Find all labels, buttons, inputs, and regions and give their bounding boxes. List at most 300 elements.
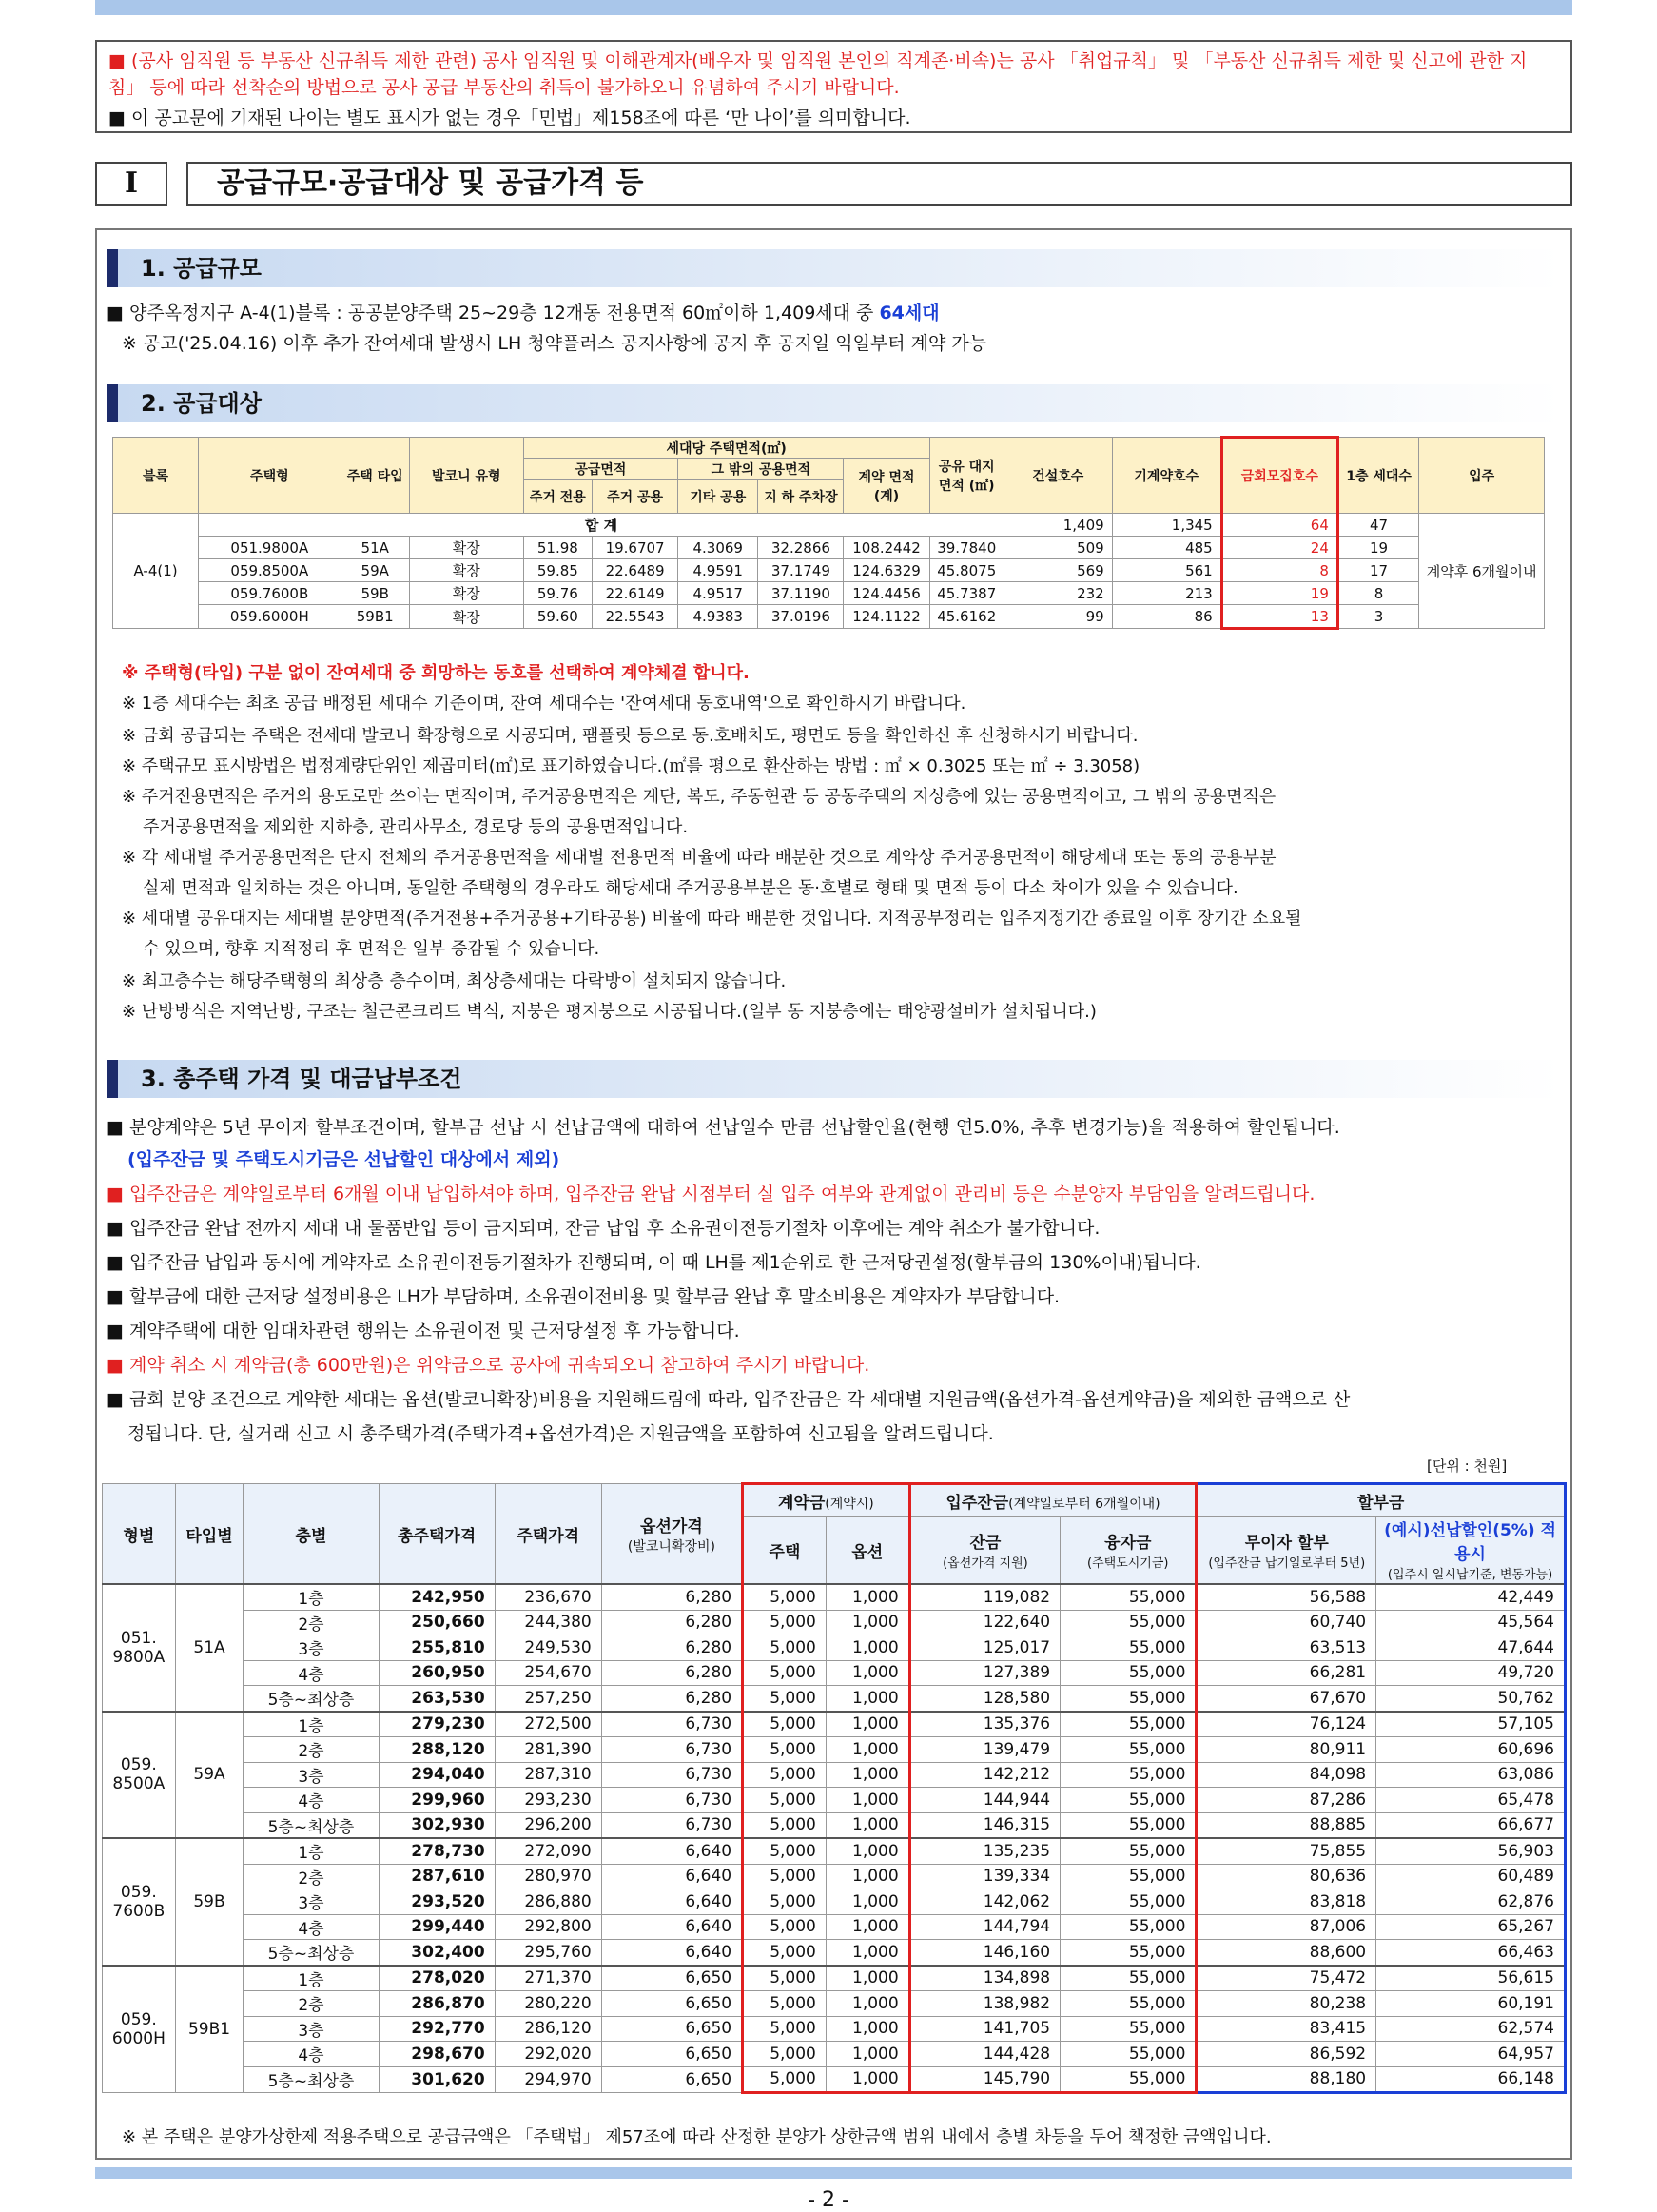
bottom-rule xyxy=(95,2167,1572,2179)
payment-term-line: 정됩니다. 단, 실거래 신고 시 총주택가격(주택가격+옵션가격)은 지원금액을 포함하여 신고됨을 알려드립니다. xyxy=(127,1423,994,1444)
price-cell-loan: 55,000 xyxy=(1061,1762,1197,1788)
supply-cell-a3: 4.9591 xyxy=(678,559,758,582)
th-other-common: 그 밖의 공용면적 xyxy=(678,459,844,480)
th-inst-pre xyxy=(1376,1517,1566,1585)
supply-row xyxy=(113,537,1545,559)
supply-cell-a6: 39.7840 xyxy=(929,537,1004,559)
price-cell-inst-free: 80,911 xyxy=(1197,1737,1376,1763)
price-cell-option: 6,650 xyxy=(601,1991,742,2017)
price-cell-inst-pre: 62,574 xyxy=(1376,2016,1566,2042)
price-cell-remain: 139,334 xyxy=(909,1864,1060,1889)
notice-line: ■ 이 공고문에 기재된 나이는 별도 표시가 없는 경우「민법」제158조에 따른 ‘만 나이’를 의미합니다. xyxy=(108,108,911,128)
price-cell-option: 6,640 xyxy=(601,1940,742,1966)
price-cell-house: 257,250 xyxy=(495,1686,601,1712)
price-cell-option: 6,650 xyxy=(601,2066,742,2093)
price-cell-remain: 127,389 xyxy=(909,1660,1060,1686)
price-cell-option: 6,640 xyxy=(601,1914,742,1940)
price-cell-loan: 55,000 xyxy=(1061,1635,1197,1661)
price-cell-loan: 55,000 xyxy=(1061,1788,1197,1813)
price-cell-dep-house: 5,000 xyxy=(743,1991,827,2017)
price-cell-total: 278,020 xyxy=(379,1966,495,1991)
section-number: I xyxy=(95,162,167,206)
price-type: 51A xyxy=(175,1584,244,1712)
price-cell-remain: 144,428 xyxy=(909,2042,1060,2067)
th-option-sub: (발코니확장비) xyxy=(627,1538,715,1555)
price-cell-dep-house: 5,000 xyxy=(743,1737,827,1763)
price-cell-inst-pre: 56,615 xyxy=(1376,1966,1566,1991)
page-number: - 2 - xyxy=(808,2188,849,2212)
th-inst-free-sub: (입주잔금 납기일로부터 5년) xyxy=(1208,1556,1366,1571)
price-cell-dep-opt: 1,000 xyxy=(826,2042,909,2067)
supply-note: ※ 1층 세대수는 최초 공급 배정된 세대수 기준이며, 잔여 세대수는 '잔여세대 동호내역'으로 확인하시기 바랍니다. xyxy=(122,694,966,714)
th-land: 공유 대지 면적 (㎡) xyxy=(929,438,1004,514)
th-loan xyxy=(1061,1517,1197,1585)
price-cell-house: 249,530 xyxy=(495,1635,601,1661)
supply-cell-con: 86 xyxy=(1112,605,1221,629)
price-cell-floor: 4층 xyxy=(244,1660,379,1686)
price-cell-floor: 2층 xyxy=(244,1991,379,2017)
price-cell-total: 242,950 xyxy=(379,1584,495,1610)
price-row xyxy=(103,1812,1566,1838)
price-cell-loan: 55,000 xyxy=(1061,1712,1197,1737)
price-cell-dep-opt: 1,000 xyxy=(826,1712,909,1737)
price-cell-house: 286,120 xyxy=(495,2016,601,2042)
price-row xyxy=(103,1788,1566,1813)
supply-cell-built: 569 xyxy=(1004,559,1112,582)
price-cell-dep-house: 5,000 xyxy=(743,1762,827,1788)
price-cell-dep-house: 5,000 xyxy=(743,1584,827,1610)
supply-cell-built: 232 xyxy=(1004,582,1112,605)
price-cell-total: 302,400 xyxy=(379,1940,495,1966)
price-row xyxy=(103,1635,1566,1661)
price-cell-inst-pre: 57,105 xyxy=(1376,1712,1566,1737)
block-name: A-4(1) xyxy=(113,514,199,629)
price-cell-loan: 55,000 xyxy=(1061,2016,1197,2042)
price-cell-option: 6,650 xyxy=(601,1966,742,1991)
supply-cell-a6: 45.6162 xyxy=(929,605,1004,629)
th-remain-label: 잔금 xyxy=(969,1533,1002,1553)
price-cell-house: 280,220 xyxy=(495,1991,601,2017)
price-cell-dep-opt: 1,000 xyxy=(826,1940,909,1966)
price-cell-option: 6,730 xyxy=(601,1737,742,1763)
price-cell-house: 271,370 xyxy=(495,1966,601,1991)
price-cell-house: 292,020 xyxy=(495,2042,601,2067)
payment-term-line: ■ 분양계약은 5년 무이자 할부조건이며, 할부금 선납 시 선납금액에 대하여 선납일수 만큼 선납할인율(현행 연5.0%, 추후 변경가능)을 적용하여 할인됩니다. xyxy=(107,1117,1340,1138)
price-cell-total: 293,520 xyxy=(379,1889,495,1915)
subsection-title: 1. 공급규모 xyxy=(107,249,1562,287)
th-deposit-sub: (계약시) xyxy=(825,1496,874,1512)
subsection-title: 2. 공급대상 xyxy=(107,384,1562,422)
price-cell-inst-pre: 66,463 xyxy=(1376,1940,1566,1966)
supply-cell-a5: 124.6329 xyxy=(844,559,929,582)
supply-cell-a6: 45.7387 xyxy=(929,582,1004,605)
price-cell-inst-free: 75,472 xyxy=(1197,1966,1376,1991)
price-cell-total: 255,810 xyxy=(379,1635,495,1661)
supply-cell-a2: 22.5543 xyxy=(593,605,678,629)
price-cell-inst-pre: 62,876 xyxy=(1376,1889,1566,1915)
price-cell-dep-opt: 1,000 xyxy=(826,1635,909,1661)
price-row xyxy=(103,1864,1566,1889)
price-cell-loan: 55,000 xyxy=(1061,1737,1197,1763)
price-cell-dep-opt: 1,000 xyxy=(826,1584,909,1610)
supply-note: 주거공용면적을 제외한 지하층, 관리사무소, 경로당 등의 공용면적입니다. xyxy=(143,817,689,837)
price-cell-floor: 5층~최상층 xyxy=(244,1812,379,1838)
price-cell-remain: 125,017 xyxy=(909,1635,1060,1661)
price-cell-dep-opt: 1,000 xyxy=(826,1812,909,1838)
notice-box xyxy=(95,40,1572,133)
th-type: 주택형 xyxy=(199,438,341,514)
price-cell-loan: 55,000 xyxy=(1061,1914,1197,1940)
price-cell-option: 6,650 xyxy=(601,2042,742,2067)
price-row xyxy=(103,1712,1566,1737)
price-cell-option: 6,280 xyxy=(601,1686,742,1712)
supply-cell-a5: 124.1122 xyxy=(844,605,929,629)
supply-count-highlight: 64세대 xyxy=(879,303,940,323)
price-cell-floor: 3층 xyxy=(244,1762,379,1788)
th-balance-label: 입주잔금 xyxy=(945,1493,1009,1513)
price-row xyxy=(103,1966,1566,1991)
supply-cell-bal: 확장 xyxy=(409,605,523,629)
price-cell-house: 236,670 xyxy=(495,1584,601,1610)
supply-cell-a5: 108.2442 xyxy=(844,537,929,559)
price-cell-inst-free: 67,670 xyxy=(1197,1686,1376,1712)
price-model: 051. 9800A xyxy=(103,1584,176,1712)
price-cell-inst-free: 56,588 xyxy=(1197,1584,1376,1610)
price-row xyxy=(103,1737,1566,1763)
supply-cell-a6: 45.8075 xyxy=(929,559,1004,582)
price-cell-dep-house: 5,000 xyxy=(743,1864,827,1889)
supply-cell-built: 99 xyxy=(1004,605,1112,629)
price-cell-floor: 1층 xyxy=(244,1966,379,1991)
payment-term-line: ■ 계약 취소 시 계약금(총 600만원)은 위약금으로 공사에 귀속되오니 참고하여 주시기 바랍니다. xyxy=(107,1355,870,1376)
supply-note: ※ 최고층수는 해당주택형의 최상층 층수이며, 최상층세대는 다락방이 설치되지 않습니다. xyxy=(122,971,787,991)
price-row xyxy=(103,1762,1566,1788)
price-cell-inst-free: 63,513 xyxy=(1197,1635,1376,1661)
price-cell-floor: 1층 xyxy=(244,1838,379,1864)
supply-note: ※ 주택형(타입) 구분 없이 잔여세대 중 희망하는 동호를 선택하여 계약체결 합니다. xyxy=(122,663,750,683)
price-cell-loan: 55,000 xyxy=(1061,2042,1197,2067)
th-loan-sub: (주택도시기금) xyxy=(1087,1556,1169,1571)
supply-cell-type: 059.8500A xyxy=(199,559,341,582)
price-cell-dep-house: 5,000 xyxy=(743,1788,827,1813)
price-cell-total: 287,610 xyxy=(379,1864,495,1889)
price-cell-dep-house: 5,000 xyxy=(743,1610,827,1635)
price-cell-loan: 55,000 xyxy=(1061,1610,1197,1635)
price-cell-total: 279,230 xyxy=(379,1712,495,1737)
price-cell-floor: 4층 xyxy=(244,2042,379,2067)
price-cell-remain: 146,315 xyxy=(909,1812,1060,1838)
th-area-group: 세대당 주택면적(㎡) xyxy=(523,438,929,459)
supply-note: ※ 주택규모 표시방법은 법정계량단위인 제곱미터(㎡)로 표기하였습니다.(㎡를 평으로 환산하는 방법 : ㎡ × 0.3025 또는 ㎡ ÷ 3.3058) xyxy=(122,756,1140,776)
price-cell-inst-free: 88,180 xyxy=(1197,2066,1376,2093)
price-cell-total: 278,730 xyxy=(379,1838,495,1864)
price-cell-total: 301,620 xyxy=(379,2066,495,2093)
supply-note: 수 있으며, 향후 지적정리 후 면적은 일부 증감될 수 있습니다. xyxy=(143,939,600,959)
unit-label: [단위 : 천원] xyxy=(1427,1458,1508,1475)
price-cell-remain: 128,580 xyxy=(909,1686,1060,1712)
supply-cell-a3: 4.3069 xyxy=(678,537,758,559)
price-model: 059. 8500A xyxy=(103,1712,176,1839)
supply-cell-a1: 59.85 xyxy=(523,559,592,582)
price-cell-loan: 55,000 xyxy=(1061,1991,1197,2017)
price-cell-inst-free: 75,855 xyxy=(1197,1838,1376,1864)
payment-term-line: ■ 입주잔금 완납 전까지 세대 내 물품반입 등이 금지되며, 잔금 납입 후 소유권이전등기절차 이후에는 계약 취소가 불가합니다. xyxy=(107,1218,1101,1239)
supply-cell-con: 561 xyxy=(1112,559,1221,582)
supply-cell-a2: 22.6489 xyxy=(593,559,678,582)
th-inst-pre-label: (예시)선납할인(5%) 적용시 xyxy=(1384,1521,1556,1564)
supply-note: ※ 세대별 공유대지는 세대별 분양면적(주거전용+주거공용+기타공용) 비율에 따라 배분한 것입니다. 지적공부정리는 입주지정기간 종료일 이후 장기간 소요될 xyxy=(122,909,1302,929)
price-cell-floor: 2층 xyxy=(244,1864,379,1889)
price-cell-house: 244,380 xyxy=(495,1610,601,1635)
price-cell-floor: 4층 xyxy=(244,1914,379,1940)
th-res-comm: 주거 공용 xyxy=(593,480,678,514)
th-built: 건설호수 xyxy=(1004,438,1112,514)
price-cell-loan: 55,000 xyxy=(1061,1966,1197,1991)
supply-cell-a4: 37.0196 xyxy=(758,605,844,629)
supply-cell-now: 24 xyxy=(1221,537,1337,559)
th-deposit-label: 계약금 xyxy=(777,1493,826,1513)
price-model: 059. 6000H xyxy=(103,1966,176,2093)
price-cell-dep-house: 5,000 xyxy=(743,1838,827,1864)
price-cell-dep-house: 5,000 xyxy=(743,1635,827,1661)
supply-note: ※ 난방방식은 지역난방, 구조는 철근콘크리트 벽식, 지붕은 평지붕으로 시공됩니다.(일부 동 지붕층에는 태양광설비가 설치됩니다.) xyxy=(122,1002,1097,1022)
price-cell-inst-free: 87,286 xyxy=(1197,1788,1376,1813)
supply-cell-bal: 확장 xyxy=(409,582,523,605)
price-cell-dep-opt: 1,000 xyxy=(826,1788,909,1813)
price-cell-floor: 3층 xyxy=(244,1635,379,1661)
th-htype: 주택 타입 xyxy=(341,438,409,514)
price-cell-inst-free: 86,592 xyxy=(1197,2042,1376,2067)
price-cell-inst-pre: 60,489 xyxy=(1376,1864,1566,1889)
price-cell-inst-pre: 60,696 xyxy=(1376,1737,1566,1763)
price-cell-dep-opt: 1,000 xyxy=(826,1762,909,1788)
supply-scale-text: ■ 양주옥정지구 A-4(1)블록 : 공공분양주택 25~29층 12개동 전용면적 60㎡이하 1,409세대 중 xyxy=(107,303,880,323)
price-cell-remain: 139,479 xyxy=(909,1737,1060,1763)
price-cell-remain: 142,212 xyxy=(909,1762,1060,1788)
th-this-round: 금회모집호수 xyxy=(1221,438,1337,514)
price-cell-dep-house: 5,000 xyxy=(743,1686,827,1712)
total-floor1: 47 xyxy=(1337,514,1418,537)
th-balcony: 발코니 유형 xyxy=(409,438,523,514)
supply-note: ※ 각 세대별 주거공용면적은 단지 전체의 주거공용면적을 세대별 전용면적 비율에 따라 배분한 것으로 계약상 주거공용면적이 해당세대 또는 동의 공용부분 xyxy=(122,848,1277,868)
price-cell-option: 6,730 xyxy=(601,1812,742,1838)
price-cell-dep-opt: 1,000 xyxy=(826,2016,909,2042)
price-cell-floor: 1층 xyxy=(244,1584,379,1610)
price-cell-loan: 55,000 xyxy=(1061,1812,1197,1838)
supply-cell-a1: 51.98 xyxy=(523,537,592,559)
supply-cell-a4: 37.1749 xyxy=(758,559,844,582)
th-typ: 타입별 xyxy=(175,1484,244,1585)
price-cell-inst-free: 88,600 xyxy=(1197,1940,1376,1966)
price-cell-dep-opt: 1,000 xyxy=(826,1737,909,1763)
supply-cell-now: 19 xyxy=(1221,582,1337,605)
supply-cell-a2: 22.6149 xyxy=(593,582,678,605)
price-cell-remain: 138,982 xyxy=(909,1991,1060,2017)
supply-cell-a3: 4.9517 xyxy=(678,582,758,605)
price-cell-remain: 146,160 xyxy=(909,1940,1060,1966)
price-cell-dep-house: 5,000 xyxy=(743,1940,827,1966)
price-cell-loan: 55,000 xyxy=(1061,1686,1197,1712)
price-cell-house: 295,760 xyxy=(495,1940,601,1966)
subsection-title: 3. 총주택 가격 및 대금납부조건 xyxy=(107,1060,1562,1098)
price-cell-inst-pre: 60,191 xyxy=(1376,1991,1566,2017)
price-cell-dep-house: 5,000 xyxy=(743,1712,827,1737)
th-balance xyxy=(909,1484,1197,1517)
supply-cell-a1: 59.60 xyxy=(523,605,592,629)
price-cell-total: 292,770 xyxy=(379,2016,495,2042)
supply-cell-f1: 19 xyxy=(1337,537,1418,559)
price-cell-dep-house: 5,000 xyxy=(743,1889,827,1915)
price-cell-inst-free: 60,740 xyxy=(1197,1610,1376,1635)
price-cell-dep-opt: 1,000 xyxy=(826,1686,909,1712)
price-cell-dep-house: 5,000 xyxy=(743,2016,827,2042)
price-cell-dep-opt: 1,000 xyxy=(826,2066,909,2093)
th-parking: 지 하 주차장 xyxy=(758,480,844,514)
price-cell-dep-house: 5,000 xyxy=(743,1812,827,1838)
supply-cell-now: 8 xyxy=(1221,559,1337,582)
th-deposit xyxy=(743,1484,910,1517)
notice-line: ■ (공사 임직원 등 부동산 신규취득 제한 관련) 공사 임직원 및 이해관계자(배우자 및 임직원 본인의 직계존·비속)는 공사 「취업규칙」 및 「부동산 신규취득 제한 및 신고에 관한 지침」 등에 따라 선착순의 방법으로 공사 공급 부동산의 취득이 불가하오니 유념하여 주시기 바랍니다. xyxy=(108,50,1528,98)
price-cell-dep-opt: 1,000 xyxy=(826,1914,909,1940)
price-cell-house: 296,200 xyxy=(495,1812,601,1838)
price-table xyxy=(102,1482,1567,2094)
price-cell-dep-opt: 1,000 xyxy=(826,1966,909,1991)
supply-note: ※ 금회 공급되는 주택은 전세대 발코니 확장형으로 시공되며, 팸플릿 등으로 동.호배치도, 평면도 등을 확인하신 후 신청하시기 바랍니다. xyxy=(122,726,1139,746)
th-option xyxy=(601,1484,742,1585)
price-row xyxy=(103,2016,1566,2042)
price-cell-dep-house: 5,000 xyxy=(743,2042,827,2067)
price-cell-dep-house: 5,000 xyxy=(743,1660,827,1686)
price-cell-total: 260,950 xyxy=(379,1660,495,1686)
price-row xyxy=(103,1838,1566,1864)
price-row xyxy=(103,1610,1566,1635)
price-cell-total: 286,870 xyxy=(379,1991,495,2017)
price-cell-floor: 5층~최상층 xyxy=(244,2066,379,2093)
price-cell-option: 6,640 xyxy=(601,1864,742,1889)
supply-target-table xyxy=(112,436,1545,630)
price-cell-total: 250,660 xyxy=(379,1610,495,1635)
th-installment: 할부금 xyxy=(1197,1484,1566,1517)
price-cell-dep-opt: 1,000 xyxy=(826,1864,909,1889)
payment-term-line: ■ 입주잔금 납입과 동시에 계약자로 소유권이전등기절차가 진행되며, 이 때 LH를 제1순위로 한 근저당권설정(할부금의 130%이내)됩니다. xyxy=(107,1252,1201,1273)
price-cell-total: 298,670 xyxy=(379,2042,495,2067)
th-dep-opt: 옵션 xyxy=(826,1517,909,1585)
price-cell-floor: 2층 xyxy=(244,1737,379,1763)
payment-term-line: ■ 금회 분양 조건으로 계약한 세대는 옵션(발코니확장)비용을 지원해드림에 따라, 입주잔금은 각 세대별 지원금액(옵션가격-옵션계약금)을 제외한 금액으로 산 xyxy=(107,1389,1351,1410)
price-cell-inst-free: 76,124 xyxy=(1197,1712,1376,1737)
total-this-round: 64 xyxy=(1221,514,1337,537)
total-contracted: 1,345 xyxy=(1112,514,1221,537)
price-cell-inst-free: 80,636 xyxy=(1197,1864,1376,1889)
price-cell-option: 6,640 xyxy=(601,1889,742,1915)
price-cell-house: 280,970 xyxy=(495,1864,601,1889)
price-cell-remain: 122,640 xyxy=(909,1610,1060,1635)
supply-scale-note: ※ 공고('25.04.16) 이후 추가 잔여세대 발생시 LH 청약플러스 공지사항에 공지 후 공지일 익일부터 계약 가능 xyxy=(122,333,987,354)
price-cell-dep-opt: 1,000 xyxy=(826,1610,909,1635)
th-option-label: 옵션가격 xyxy=(640,1517,703,1537)
price-cell-option: 6,650 xyxy=(601,2016,742,2042)
supply-cell-f1: 3 xyxy=(1337,605,1418,629)
price-cell-loan: 55,000 xyxy=(1061,1838,1197,1864)
price-cell-inst-free: 80,238 xyxy=(1197,1991,1376,2017)
price-cell-floor: 3층 xyxy=(244,2016,379,2042)
price-cell-option: 6,280 xyxy=(601,1635,742,1661)
price-cell-floor: 4층 xyxy=(244,1788,379,1813)
price-cell-inst-pre: 45,564 xyxy=(1376,1610,1566,1635)
price-cell-option: 6,280 xyxy=(601,1584,742,1610)
price-cell-loan: 55,000 xyxy=(1061,1864,1197,1889)
price-cell-inst-free: 83,415 xyxy=(1197,2016,1376,2042)
supply-cell-a5: 124.4456 xyxy=(844,582,929,605)
price-type: 59A xyxy=(175,1712,244,1839)
price-cell-remain: 144,944 xyxy=(909,1788,1060,1813)
price-cell-loan: 55,000 xyxy=(1061,1889,1197,1915)
supply-cell-a2: 19.6707 xyxy=(593,537,678,559)
price-footnote: ※ 본 주택은 분양가상한제 적용주택으로 공급금액은 「주택법」 제57조에 따라 산정한 분양가 상한금액 범위 내에서 층별 차등을 두어 책정한 금액입니다. xyxy=(122,2127,1272,2147)
price-cell-loan: 55,000 xyxy=(1061,1660,1197,1686)
supply-row xyxy=(113,605,1545,629)
price-cell-dep-opt: 1,000 xyxy=(826,1991,909,2017)
supply-row xyxy=(113,559,1545,582)
price-cell-house: 281,390 xyxy=(495,1737,601,1763)
supply-cell-a3: 4.9383 xyxy=(678,605,758,629)
th-contracted: 기계약호수 xyxy=(1112,438,1221,514)
th-balance-sub: (계약일로부터 6개월이내) xyxy=(1008,1496,1160,1512)
supply-cell-a1: 59.76 xyxy=(523,582,592,605)
th-dep-house: 주택 xyxy=(743,1517,827,1585)
price-cell-remain: 141,705 xyxy=(909,2016,1060,2042)
supply-cell-type: 059.7600B xyxy=(199,582,341,605)
th-res-excl: 주거 전용 xyxy=(523,480,592,514)
movein-value: 계약후 6개월이내 xyxy=(1419,514,1545,629)
th-movein: 입주 xyxy=(1419,438,1545,514)
price-cell-house: 272,090 xyxy=(495,1838,601,1864)
price-cell-floor: 3층 xyxy=(244,1889,379,1915)
price-cell-option: 6,640 xyxy=(601,1838,742,1864)
price-cell-floor: 1층 xyxy=(244,1712,379,1737)
supply-cell-type: 059.6000H xyxy=(199,605,341,629)
price-cell-remain: 134,898 xyxy=(909,1966,1060,1991)
th-model: 형별 xyxy=(103,1484,176,1585)
payment-term-line: ■ 입주잔금은 계약일로부터 6개월 이내 납입하셔야 하며, 입주잔금 완납 시점부터 실 입주 여부와 관계없이 관리비 등은 수분양자 부담임을 알려드립니다. xyxy=(107,1184,1316,1204)
payment-term-line: ■ 할부금에 대한 근저당 설정비용은 LH가 부담하며, 소유권이전비용 및 할부금 완납 후 말소비용은 계약자가 부담합니다. xyxy=(107,1286,1061,1307)
top-rule xyxy=(95,0,1572,15)
price-row xyxy=(103,2066,1566,2093)
th-contract-area: 계약 면적 (계) xyxy=(844,459,929,514)
supply-cell-bal: 확장 xyxy=(409,559,523,582)
price-cell-total: 263,530 xyxy=(379,1686,495,1712)
th-inst-free-label: 무이자 할부 xyxy=(1244,1533,1329,1553)
price-cell-remain: 145,790 xyxy=(909,2066,1060,2093)
supply-scale-line xyxy=(107,301,1562,325)
total-label: 합 계 xyxy=(199,514,1004,537)
price-cell-dep-opt: 1,000 xyxy=(826,1889,909,1915)
section-title: 공급규모·공급대상 및 공급가격 등 xyxy=(186,162,1572,206)
price-model: 059. 7600B xyxy=(103,1838,176,1966)
th-inst-pre-sub: (입주시 일시납기준, 변동가능) xyxy=(1387,1568,1553,1582)
price-cell-floor: 5층~최상층 xyxy=(244,1686,379,1712)
price-cell-option: 6,280 xyxy=(601,1660,742,1686)
supply-row xyxy=(113,582,1545,605)
price-row xyxy=(103,2042,1566,2067)
price-cell-option: 6,280 xyxy=(601,1610,742,1635)
price-row xyxy=(103,1889,1566,1915)
price-cell-house: 292,800 xyxy=(495,1914,601,1940)
price-cell-dep-house: 5,000 xyxy=(743,1914,827,1940)
price-cell-remain: 135,376 xyxy=(909,1712,1060,1737)
supply-cell-ht: 59A xyxy=(341,559,409,582)
price-cell-house: 254,670 xyxy=(495,1660,601,1686)
